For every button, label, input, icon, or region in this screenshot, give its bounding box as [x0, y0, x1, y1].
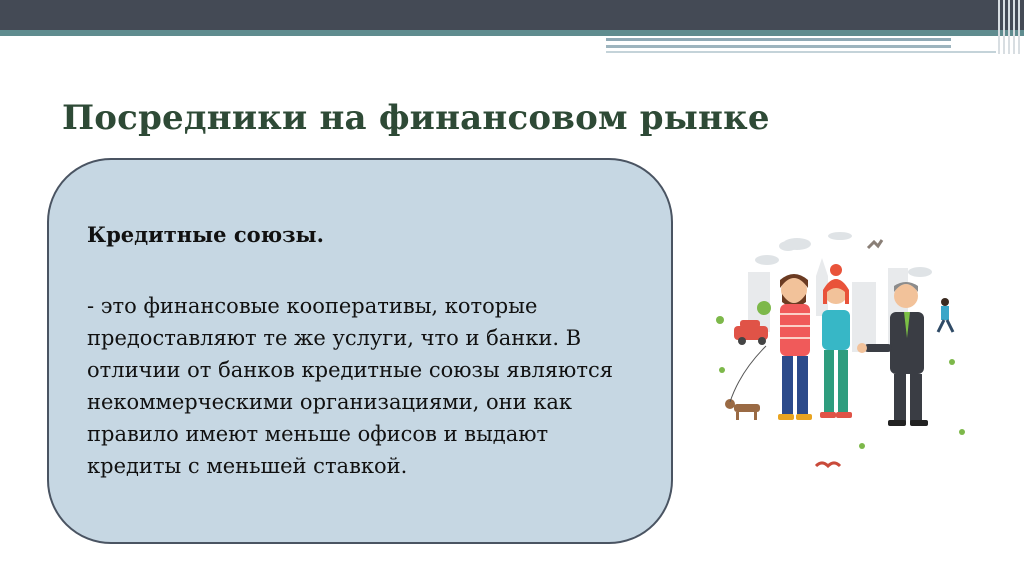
- corner-stripes: [994, 0, 1024, 54]
- top-decor-bar: [0, 0, 1024, 30]
- slide-title: Посредники на финансовом рынке: [62, 98, 770, 138]
- top-decor-lines: [606, 36, 1024, 54]
- people-handshake-illustration: [712, 232, 982, 478]
- card-body-text: - это финансовые кооперативы, которые предоставляют те же услуги, что и банки. В отличии от банков кредитные союзы являются некоммерческими организациями, они как правило имеют меньше офисов и выдают кредиты с меньшей ставкой.: [87, 294, 613, 478]
- content-card: [47, 158, 673, 544]
- card-heading: Кредитные союзы.: [87, 222, 324, 247]
